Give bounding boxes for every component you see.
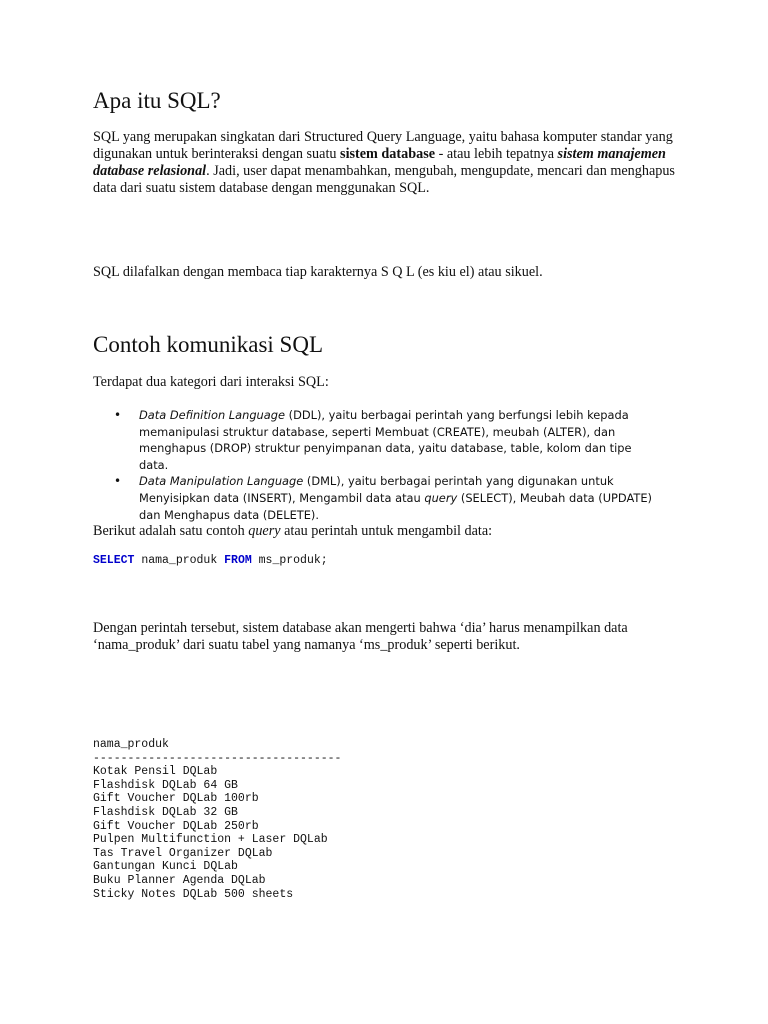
bullet-icon: • — [114, 408, 122, 422]
result-row: Flashdisk DQLab 64 GB — [93, 778, 238, 792]
paragraph-sql-definition — [93, 129, 683, 197]
bold-text: sistem database — [340, 146, 436, 162]
text: SQL yang merupakan singkatan dari Structured Query Language, yaitu bahasa komputer standar yang digunakan untuk berinteraksi dengan suatu — [93, 129, 673, 162]
sql-code-block — [93, 554, 328, 568]
result-row: Flashdisk DQLab 32 GB — [93, 805, 238, 819]
italic-text: query — [424, 490, 458, 505]
sql-column: nama_produk — [134, 554, 225, 567]
heading-contoh-komunikasi: Contoh komunikasi SQL — [93, 332, 324, 357]
text: Berikut adalah satu contoh — [93, 523, 249, 539]
sql-table: ms_produk; — [251, 554, 328, 567]
bullet-icon: • — [114, 474, 122, 489]
text: atau perintah untuk mengambil data: — [280, 523, 493, 539]
paragraph-pronunciation: SQL dilafalkan dengan membaca tiap karakternya S Q L (es kiu el) atau sikuel. — [93, 264, 543, 280]
category-list — [93, 407, 683, 523]
paragraph-result-explanation: Dengan perintah tersebut, sistem database akan mengerti bahwa ‘dia’ harus menampilkan data ‘nama_produk’ dari suatu tabel yang namanya ‘ms_produk’ seperti berikut. — [93, 620, 628, 653]
result-row: Pulpen Multifunction + Laser DQLab — [93, 833, 328, 847]
sql-keyword: SELECT — [93, 554, 135, 567]
paragraph-query-example-intro — [93, 523, 683, 540]
heading-apa-itu-sql: Apa itu SQL? — [93, 88, 221, 113]
result-divider: ------------------------------------ — [93, 751, 342, 765]
result-row: Buku Planner Agenda DQLab — [93, 873, 266, 887]
text: (DML), yaitu berbagai perintah yang digunakan untuk Menyisipkan data (INSERT), Mengambil data atau — [139, 474, 614, 505]
result-row: Sticky Notes DQLab 500 sheets — [93, 887, 294, 901]
italic-text: query — [248, 523, 281, 539]
text: . Jadi, user dapat menambahkan, mengubah, mengupdate, mencari dan menghapus data dari suatu sistem database dengan menggunakan SQL. — [93, 163, 675, 196]
bold-italic-text: sistem manajemen database relasional — [93, 146, 666, 179]
paragraph-categories-intro: Terdapat dua kategori dari interaksi SQL: — [93, 374, 329, 390]
result-row: Gift Voucher DQLab 250rb — [93, 819, 259, 833]
query-result-block — [93, 738, 341, 901]
text: - atau lebih tepatnya — [435, 146, 558, 162]
result-header: nama_produk — [93, 738, 169, 751]
result-row: Gift Voucher DQLab 100rb — [93, 792, 259, 806]
result-row: Tas Travel Organizer DQLab — [93, 846, 273, 860]
list-item-ddl — [93, 407, 659, 473]
text: (SELECT), Meubah data (UPDATE) dan Menghapus data (DELETE). — [139, 490, 652, 522]
result-row: Gantungan Kunci DQLab — [93, 860, 238, 874]
result-row: Kotak Pensil DQLab — [93, 765, 218, 779]
italic-text: Data Manipulation Language — [139, 474, 304, 489]
text: (DDL), yaitu berbagai perintah yang berfungsi lebih kepada memanipulasi struktur database, seperti Membuat (CREATE), meubah (ALTER), dan menghapus (DROP) struktur penyimpanan data, yaitu database, table, kolom dan tipe data. — [139, 408, 632, 472]
list-item-dml — [93, 473, 659, 523]
sql-keyword: FROM — [224, 554, 252, 567]
italic-text: Data Definition Language — [139, 408, 285, 422]
